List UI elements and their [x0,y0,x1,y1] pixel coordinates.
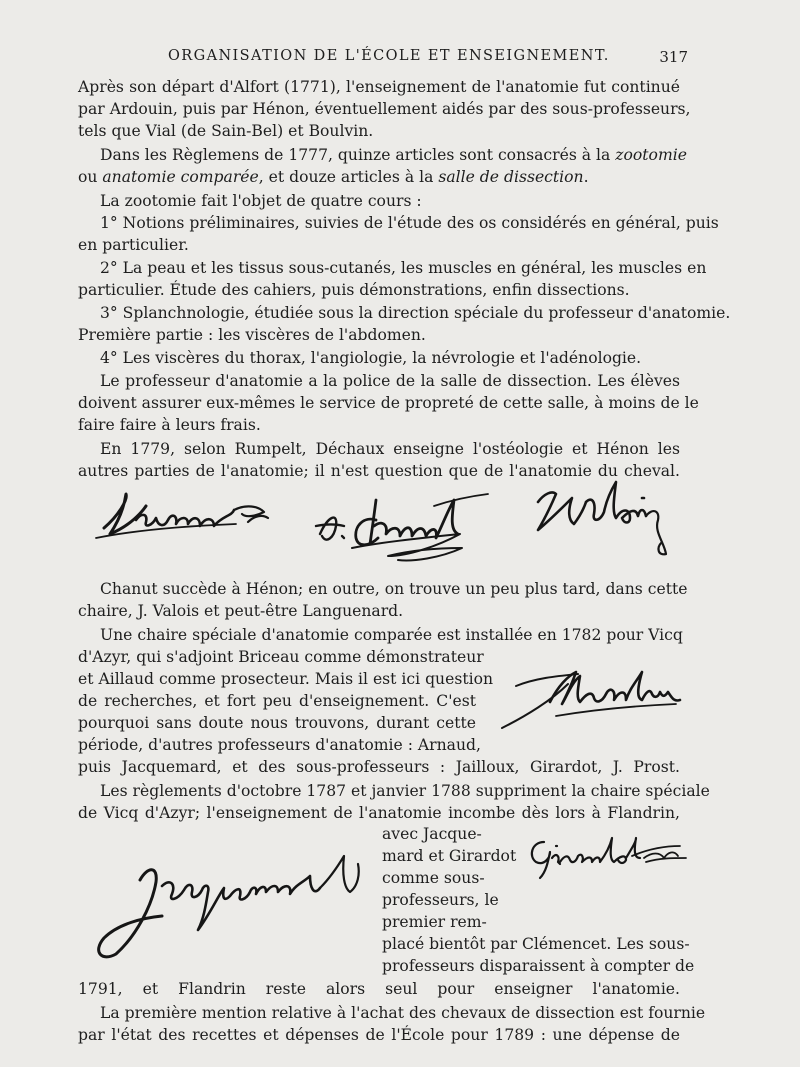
signature-valois [526,472,686,562]
signature-girardot [522,828,692,888]
text-line: d'Azyr, qui s'adjoint Briceau comme démonstrateur [78,648,484,666]
text-line: en particulier. [78,236,189,254]
signature-jacquemard [88,826,378,966]
text-line: autres parties de l'anatomie; il n'est question que de l'anatomie du cheval. [78,462,680,480]
text-line: placé bientôt par Clémencet. Les sous- [382,935,690,953]
text-line: Une chaire spéciale d'anatomie comparée est installée en 1782 pour Vicq [100,626,683,644]
text-span: . [583,168,589,186]
text-span: Dans les Règlemens de 1777, quinze articles sont consacrés à la [100,146,616,164]
text-line: professeurs disparaissent à compter de [382,957,695,975]
text-line: En 1779, selon Rumpelt, Déchaux enseigne l'ostéologie et Hénon les [100,440,680,458]
text-line: mard et Girardot [382,847,517,865]
page-number: 317 [659,48,688,66]
italic-term: zootomie [615,146,687,164]
text-line: 3° Splanchnologie, étudiée sous la direction spéciale du professeur d'anatomie. [100,304,731,322]
text-line: Chanut succède à Hénon; en outre, on trouve un peu plus tard, dans cette [100,580,688,598]
text-line: et Aillaud comme prosecteur. Mais il est ici question [78,670,494,688]
text-span: , et douze articles à la [258,168,439,186]
text-line: par Ardouin, puis par Hénon, éventuellement aidés par des sous-professeurs, [78,100,691,118]
text-line: 1791, et Flandrin reste alors seul pour enseigner l'anatomie. [78,980,680,998]
text-line: puis Jacquemard, et des sous-professeurs : Jailloux, Girardot, J. Prost. [78,758,680,776]
text-line: comme sous- [382,869,485,887]
text-line: par l'état des recettes et dépenses de l'École pour 1789 : une dépense de [78,1026,680,1044]
text-line: 1° Notions préliminaires, suivies de l'étude des os considérés en général, puis [100,214,719,232]
text-line: avec Jacque- [382,825,482,843]
running-header [168,48,688,64]
text-line: chaire, J. Valois et peut-être Languenard. [78,602,404,620]
text-line: premier rem- [382,913,487,931]
text-line: 4° Les viscères du thorax, l'angiologie, la névrologie et l'adénologie. [100,349,642,367]
signature-henon [96,486,286,546]
text-line: Le professeur d'anatomie a la police de la salle de dissection. Les élèves [100,372,680,390]
text-line: La zootomie fait l'objet de quatre cours : [100,192,422,210]
signature-chanut [312,486,502,566]
text-line: période, d'autres professeurs d'anatomie : Arnaud, [78,736,481,754]
signature-flandrin [496,658,686,738]
text-line: doivent assurer eux-mêmes le service de propreté de cette salle, à moins de le [78,394,699,412]
text-line [78,144,687,166]
text-line: tels que Vial (de Sain-Bel) et Boulvin. [78,122,374,140]
text-line: faire faire à leurs frais. [78,416,261,434]
italic-term: anatomie comparée [102,168,259,186]
text-line: particulier. Étude des cahiers, puis démonstrations, enfin dissections. [78,281,630,299]
text-line: de Vicq d'Azyr; l'enseignement de l'anatomie incombe dès lors à Flandrin, [78,804,680,822]
text-line: 2° La peau et les tissus sous-cutanés, les muscles en général, les muscles en [100,259,707,277]
header-title: ORGANISATION DE L'ÉCOLE ET ENSEIGNEMENT. [168,48,610,64]
text-line: La première mention relative à l'achat des chevaux de dissection est fournie [100,1004,706,1022]
text-line: de recherches, et fort peu d'enseignement. C'est [78,692,476,710]
text-line: professeurs, le [382,891,499,909]
text-line: Première partie : les viscères de l'abdomen. [78,326,426,344]
text-line [78,166,680,188]
text-line: Les règlements d'octobre 1787 et janvier 1788 suppriment la chaire spéciale [100,782,710,800]
text-span: ou [78,168,103,186]
italic-term: salle de dissection [438,168,584,186]
text-line: pourquoi sans doute nous trouvons, durant cette [78,714,476,732]
text-line: Après son départ d'Alfort (1771), l'enseignement de l'anatomie fut continué [78,78,680,96]
